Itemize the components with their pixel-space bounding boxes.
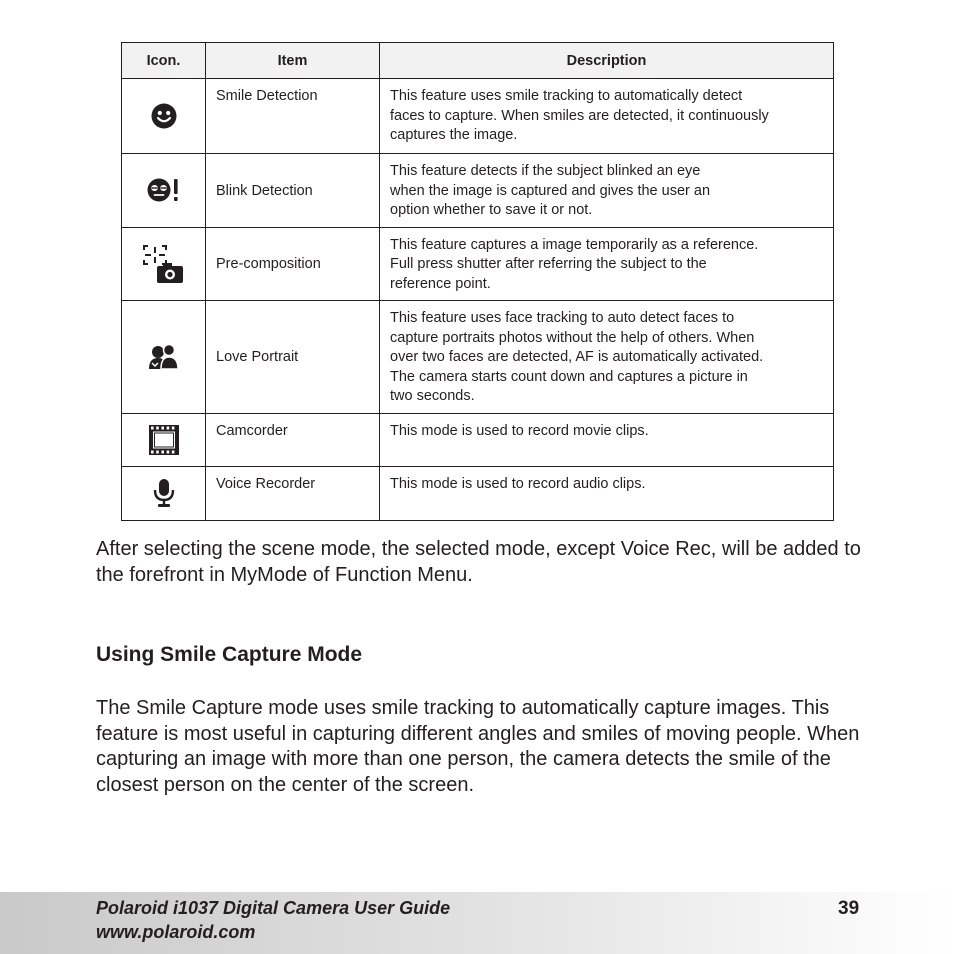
page-footer xyxy=(0,892,954,954)
description-line: This feature uses face tracking to auto detect faces to xyxy=(390,310,735,326)
smile-capture-paragraph: The Smile Capture mode uses smile tracking to automatically capture images. This feature is most useful in capturing different angles and smiles of moving people. When capturing an image with more than one person, the camera detects the smile of the closest person on the center of the screen. xyxy=(96,697,860,796)
item-cell: Blink Detection xyxy=(206,154,380,228)
description-line: when the image is captured and gives the user an xyxy=(390,182,711,199)
icon-cell xyxy=(122,301,206,414)
love-portrait-icon xyxy=(149,349,179,365)
header-item: Item xyxy=(206,43,380,79)
description-cell xyxy=(380,301,834,414)
item-cell: Smile Detection xyxy=(206,79,380,154)
table-row xyxy=(122,413,834,466)
header-description: Description xyxy=(380,43,834,79)
item-cell: Voice Recorder xyxy=(206,466,380,520)
smile-detection-icon xyxy=(151,108,177,124)
description-line: two seconds. xyxy=(390,388,475,404)
pre-composition-icon xyxy=(142,256,186,272)
description-line: This feature uses smile tracking to automatically detect xyxy=(390,88,743,104)
camcorder-icon xyxy=(148,431,180,447)
item-cell: Pre-composition xyxy=(206,227,380,301)
description-line: reference point. xyxy=(390,275,491,292)
table-row xyxy=(122,154,834,228)
footer-url: www.polaroid.com xyxy=(96,922,256,942)
microphone-icon xyxy=(152,485,176,501)
icon-cell xyxy=(122,466,206,520)
description-line: The camera starts count down and captures a picture in xyxy=(390,368,748,385)
description-line: faces to capture. When smiles are detected, it continuously xyxy=(390,107,769,124)
table-row xyxy=(122,466,834,520)
table-row xyxy=(122,79,834,154)
blink-detection-icon xyxy=(147,182,181,198)
table-row xyxy=(122,301,834,414)
description-line: This feature detects if the subject blinked an eye xyxy=(390,163,701,179)
icon-cell xyxy=(122,413,206,466)
section-heading: Using Smile Capture Mode xyxy=(96,643,363,666)
description-line: This mode is used to record movie clips. xyxy=(390,422,649,439)
description-cell xyxy=(380,227,834,301)
table-header-row xyxy=(122,43,834,79)
description-line: Full press shutter after referring the subject to the xyxy=(390,256,707,272)
page-number: 39 xyxy=(838,898,860,919)
footer-guide-title: Polaroid i1037 Digital Camera User Guide xyxy=(96,898,451,918)
item-cell: Love Portrait xyxy=(206,301,380,414)
description-line: capture portraits photos without the help of others. When xyxy=(390,329,755,346)
table-row xyxy=(122,227,834,301)
mymode-paragraph: After selecting the scene mode, the selected mode, except Voice Rec, will be added to the forefront in MyMode of Function Menu. xyxy=(96,538,861,586)
icon-cell xyxy=(122,79,206,154)
icon-cell xyxy=(122,227,206,301)
description-line: captures the image. xyxy=(390,127,518,143)
header-icon: Icon. xyxy=(122,43,206,79)
description-cell xyxy=(380,413,834,466)
feature-table xyxy=(121,42,834,521)
description-line: This feature captures a image temporarily as a reference. xyxy=(390,236,759,253)
description-line: This mode is used to record audio clips. xyxy=(390,475,646,492)
description-line: option whether to save it or not. xyxy=(390,202,593,218)
icon-cell xyxy=(122,154,206,228)
description-cell xyxy=(380,154,834,228)
description-cell xyxy=(380,466,834,520)
description-cell xyxy=(380,79,834,154)
item-cell: Camcorder xyxy=(206,413,380,466)
description-line: over two faces are detected, AF is automatically activated. xyxy=(390,349,764,365)
